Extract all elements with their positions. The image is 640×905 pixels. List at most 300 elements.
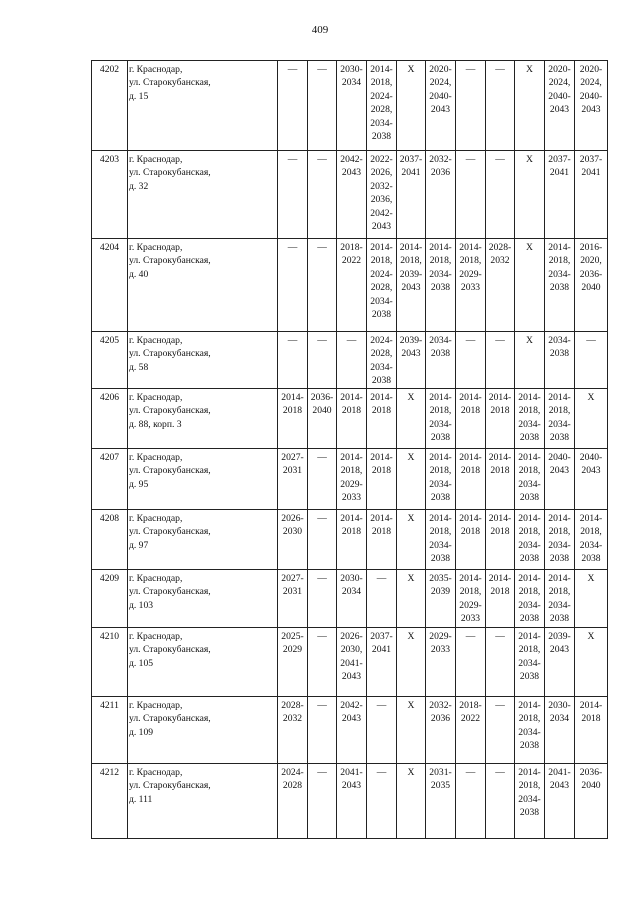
table-row: [92, 332, 608, 389]
schedule-value: X: [407, 513, 415, 524]
schedule-cell: [545, 510, 575, 570]
schedule-cell: [575, 628, 608, 697]
schedule-value: 2040-: [548, 452, 571, 463]
schedule-cell: [278, 239, 308, 332]
building-address: [128, 332, 278, 389]
schedule-value: 2029-: [340, 478, 363, 490]
schedule-cell: [278, 332, 308, 389]
schedule-value: 2040-: [579, 452, 603, 463]
schedule-value: 2034-: [429, 418, 452, 430]
schedule-cell: [486, 764, 515, 839]
schedule-cell: [308, 510, 337, 570]
schedule-value: 2018,: [370, 255, 393, 267]
building-address: [128, 61, 278, 151]
table-row: [92, 61, 608, 151]
schedule-value: 2041: [549, 167, 570, 179]
schedule-value: 2014-: [459, 513, 482, 524]
schedule-value: —: [317, 767, 327, 778]
schedule-value: 2014-: [340, 392, 363, 403]
schedule-value: —: [495, 767, 505, 778]
schedule-cell: [367, 697, 397, 764]
schedule-value: 2014-: [488, 392, 512, 403]
schedule-value: 2014-: [340, 513, 363, 524]
address-line: д. 97: [129, 539, 149, 551]
schedule-cell: [397, 332, 426, 389]
schedule-value: 2038: [430, 282, 451, 294]
schedule-cell: [575, 764, 608, 839]
schedule-value: 2036: [430, 713, 451, 725]
schedule-cell: [486, 628, 515, 697]
schedule-value: 2031-: [429, 767, 452, 778]
schedule-value: 2028,: [370, 282, 393, 294]
schedule-value: 2034-: [429, 335, 452, 346]
building-number: 4205: [92, 332, 128, 389]
schedule-cell: [426, 151, 456, 239]
schedule-value: 2032-: [429, 700, 452, 711]
schedule-value: 2042-: [370, 207, 393, 219]
schedule-cell: [278, 510, 308, 570]
schedule-cell: [545, 389, 575, 449]
table-row: [92, 449, 608, 510]
schedule-value: 2043: [341, 713, 362, 725]
schedule-cell: [426, 61, 456, 151]
schedule-value: 2014-: [459, 242, 482, 253]
schedule-value: 2041-: [548, 767, 571, 778]
schedule-cell: [308, 449, 337, 510]
schedule-cell: [545, 151, 575, 239]
schedule-value: 2037-: [370, 631, 393, 642]
schedule-value: 2032-: [429, 154, 452, 165]
schedule-cell: [575, 389, 608, 449]
schedule-cell: [337, 510, 367, 570]
schedule-value: 2034: [341, 586, 362, 598]
schedule-value: 2034-: [548, 268, 571, 280]
address-line: д. 95: [129, 478, 149, 490]
schedule-value: 2029-: [459, 268, 482, 280]
schedule-value: 2027-: [281, 573, 304, 584]
schedule-value: 2036-: [310, 392, 334, 403]
schedule-cell: [575, 697, 608, 764]
schedule-value: 2031: [282, 586, 303, 598]
schedule-value: 2014-: [518, 513, 541, 524]
schedule-cell: [367, 628, 397, 697]
schedule-value: —: [495, 700, 505, 711]
building-address: [128, 764, 278, 839]
schedule-value: 2014-: [518, 392, 541, 403]
schedule-value: 2037-: [399, 154, 423, 165]
building-number: 4206: [92, 389, 128, 449]
address-line: д. 88, корп. 3: [129, 418, 182, 430]
schedule-value: —: [346, 335, 357, 346]
schedule-value: 2034-: [518, 726, 541, 738]
schedule-cell: [308, 61, 337, 151]
building-address: [128, 510, 278, 570]
schedule-value: 2022: [460, 713, 481, 725]
building-number: 4211: [92, 697, 128, 764]
schedule-value: 2018,: [429, 405, 452, 417]
address-line: д. 32: [129, 180, 149, 192]
schedule-value: —: [495, 335, 505, 346]
schedule-value: 2014-: [429, 242, 452, 253]
schedule-value: X: [587, 392, 595, 403]
table-row: [92, 628, 608, 697]
schedule-cell: [337, 764, 367, 839]
address-line: д. 58: [129, 361, 149, 373]
schedule-value: 2014-: [488, 513, 512, 524]
schedule-value: 2018,: [548, 526, 571, 538]
schedule-value: 2038: [519, 807, 540, 819]
schedule-cell: [308, 764, 337, 839]
schedule-value: 2037-: [548, 154, 571, 165]
schedule-value: 2014-: [579, 700, 603, 711]
schedule-cell: [456, 764, 486, 839]
schedule-value: 2041: [581, 167, 601, 179]
schedule-value: 2018-: [340, 242, 363, 253]
schedule-value: 2018,: [518, 526, 541, 538]
schedule-value: 2018: [282, 405, 303, 417]
schedule-value: 2036: [430, 167, 451, 179]
schedule-cell: [397, 151, 426, 239]
schedule-value: 2020-: [548, 64, 571, 75]
schedule-value: 2038: [549, 553, 570, 565]
schedule-value: 2018,: [518, 644, 541, 656]
table-row: [92, 570, 608, 628]
schedule-value: 2034-: [429, 268, 452, 280]
schedule-value: 2040: [581, 780, 601, 792]
schedule-cell: [367, 449, 397, 510]
schedule-value: —: [317, 513, 327, 524]
schedule-value: 2014-: [518, 452, 541, 463]
schedule-value: 2018: [371, 405, 392, 417]
schedule-value: 2043: [401, 282, 421, 294]
page-number: 409: [311, 24, 329, 36]
schedule-value: 2027-: [281, 452, 304, 463]
table-row: [92, 697, 608, 764]
schedule-value: —: [495, 631, 505, 642]
schedule-cell: [308, 389, 337, 449]
schedule-value: 2034-: [370, 361, 393, 373]
schedule-value: 2038: [581, 553, 601, 565]
schedule-cell: [278, 570, 308, 628]
schedule-cell: [515, 449, 545, 510]
address-line: г. Краснодар,: [129, 452, 183, 463]
address-line: д. 103: [129, 599, 154, 611]
address-line: ул. Старокубанская,: [129, 465, 211, 477]
schedule-value: 2042-: [340, 154, 363, 165]
schedule-value: 2034-: [548, 599, 571, 611]
schedule-value: 2041-: [340, 657, 363, 669]
schedule-cell: [367, 510, 397, 570]
schedule-cell: [367, 61, 397, 151]
schedule-value: 2014-: [488, 452, 512, 463]
address-line: д. 40: [129, 268, 149, 280]
schedule-value: —: [287, 335, 298, 346]
schedule-value: 2024-: [370, 90, 393, 102]
schedule-value: 2031: [282, 465, 303, 477]
schedule-cell: [278, 61, 308, 151]
schedule-value: 2014-: [548, 392, 571, 403]
schedule-value: 2043: [341, 671, 362, 683]
schedule-value: 2035-: [429, 573, 452, 584]
schedule-value: 2038: [371, 309, 392, 321]
schedule-value: —: [465, 335, 476, 346]
address-line: г. Краснодар,: [129, 573, 183, 584]
schedule-value: 2028,: [370, 348, 393, 360]
schedule-value: 2014-: [459, 452, 482, 463]
repair-schedule-table: [91, 60, 608, 839]
schedule-value: 2040-: [579, 90, 603, 102]
schedule-cell: [486, 449, 515, 510]
schedule-value: 2043: [430, 104, 451, 116]
schedule-cell: [278, 628, 308, 697]
schedule-value: 2020,: [580, 255, 602, 267]
schedule-value: 2018: [460, 465, 481, 477]
schedule-value: 2034-: [579, 539, 603, 551]
schedule-cell: [545, 628, 575, 697]
schedule-value: —: [376, 573, 387, 584]
schedule-value: 2024-: [281, 767, 304, 778]
building-number: 4204: [92, 239, 128, 332]
schedule-value: 2039-: [548, 631, 571, 642]
schedule-value: 2043: [371, 221, 392, 233]
address-line: ул. Старокубанская,: [129, 167, 211, 179]
schedule-value: 2014-: [370, 513, 393, 524]
schedule-cell: [515, 628, 545, 697]
schedule-value: 2038: [549, 348, 570, 360]
schedule-value: 2034-: [518, 418, 541, 430]
schedule-cell: [486, 389, 515, 449]
schedule-value: 2038: [519, 671, 540, 683]
schedule-value: 2018: [371, 465, 392, 477]
schedule-cell: [337, 332, 367, 389]
schedule-cell: [515, 151, 545, 239]
schedule-cell: [575, 332, 608, 389]
schedule-value: 2038: [430, 432, 451, 444]
schedule-cell: [278, 449, 308, 510]
schedule-value: 2034: [341, 77, 362, 89]
schedule-value: —: [317, 242, 327, 253]
schedule-cell: [575, 151, 608, 239]
schedule-cell: [337, 239, 367, 332]
schedule-value: 2034: [549, 713, 570, 725]
schedule-value: 2018-: [459, 700, 482, 711]
schedule-cell: [397, 389, 426, 449]
schedule-value: 2018,: [340, 465, 363, 477]
schedule-cell: [337, 697, 367, 764]
schedule-cell: [575, 239, 608, 332]
schedule-value: 2034-: [548, 335, 571, 346]
schedule-value: —: [317, 452, 327, 463]
schedule-value: 2024-: [370, 335, 393, 346]
schedule-cell: [367, 570, 397, 628]
schedule-cell: [515, 570, 545, 628]
schedule-value: 2014-: [429, 452, 452, 463]
schedule-value: 2030: [282, 526, 303, 538]
schedule-value: 2014-: [429, 513, 452, 524]
schedule-value: 2016-: [579, 242, 603, 253]
schedule-value: 2018: [490, 405, 510, 417]
schedule-cell: [545, 764, 575, 839]
schedule-value: 2018,: [518, 713, 541, 725]
schedule-value: 2018,: [518, 780, 541, 792]
schedule-value: 2043: [549, 465, 570, 477]
address-line: д. 15: [129, 90, 149, 102]
schedule-cell: [545, 239, 575, 332]
schedule-value: 2014-: [281, 392, 304, 403]
schedule-cell: [486, 570, 515, 628]
schedule-value: 2034-: [429, 539, 452, 551]
schedule-cell: [337, 449, 367, 510]
schedule-cell: [337, 389, 367, 449]
building-number: 4208: [92, 510, 128, 570]
schedule-value: 2028-: [488, 242, 512, 253]
schedule-value: —: [317, 700, 327, 711]
schedule-value: —: [287, 64, 298, 75]
schedule-value: X: [407, 700, 415, 711]
schedule-value: 2018,: [370, 77, 393, 89]
building-address: [128, 570, 278, 628]
schedule-value: 2036-: [579, 767, 603, 778]
schedule-value: 2039-: [399, 335, 423, 346]
table-row: [92, 151, 608, 239]
schedule-value: 2014-: [579, 513, 603, 524]
schedule-value: 2040: [312, 405, 332, 417]
schedule-value: 2041-: [340, 767, 363, 778]
schedule-value: 2014-: [370, 452, 393, 463]
building-address: [128, 389, 278, 449]
schedule-cell: [515, 61, 545, 151]
schedule-cell: [337, 570, 367, 628]
schedule-cell: [397, 697, 426, 764]
schedule-cell: [456, 239, 486, 332]
schedule-value: 2029: [282, 644, 303, 656]
building-address: [128, 151, 278, 239]
schedule-value: —: [586, 335, 596, 346]
schedule-value: X: [526, 154, 533, 165]
schedule-value: —: [376, 700, 387, 711]
schedule-cell: [337, 151, 367, 239]
address-line: ул. Старокубанская,: [129, 405, 211, 417]
schedule-cell: [426, 239, 456, 332]
schedule-value: 2043: [549, 104, 570, 116]
schedule-value: 2032-: [370, 180, 393, 192]
schedule-value: 2043: [581, 465, 601, 477]
building-address: [128, 449, 278, 510]
schedule-value: 2039-: [399, 268, 423, 280]
schedule-value: 2020-: [579, 64, 603, 75]
address-line: ул. Старокубанская,: [129, 780, 211, 792]
schedule-value: 2014-: [518, 631, 541, 642]
schedule-value: 2038: [519, 432, 540, 444]
schedule-value: X: [407, 573, 415, 584]
schedule-cell: [545, 697, 575, 764]
building-number: 4203: [92, 151, 128, 239]
table-row: [92, 764, 608, 839]
schedule-cell: [515, 332, 545, 389]
schedule-value: 2018: [490, 465, 510, 477]
schedule-cell: [486, 239, 515, 332]
address-line: д. 105: [129, 657, 154, 669]
table-row: [92, 389, 608, 449]
schedule-value: 2014-: [340, 452, 363, 463]
schedule-value: 2014-: [459, 573, 482, 584]
schedule-cell: [456, 332, 486, 389]
schedule-value: 2030-: [548, 700, 571, 711]
schedule-value: 2038: [519, 613, 540, 625]
schedule-value: 2018,: [518, 465, 541, 477]
address-line: ул. Старокубанская,: [129, 348, 211, 360]
address-line: г. Краснодар,: [129, 242, 183, 253]
schedule-cell: [367, 332, 397, 389]
schedule-cell: [397, 61, 426, 151]
schedule-value: 2038: [371, 131, 392, 143]
schedule-value: 2014-: [518, 767, 541, 778]
schedule-value: X: [526, 335, 533, 346]
schedule-value: 2042-: [340, 700, 363, 711]
schedule-cell: [515, 510, 545, 570]
schedule-value: X: [526, 242, 533, 253]
schedule-cell: [575, 61, 608, 151]
schedule-cell: [397, 510, 426, 570]
schedule-value: 2038: [519, 492, 540, 504]
schedule-cell: [308, 332, 337, 389]
schedule-cell: [367, 764, 397, 839]
schedule-value: 2040-: [548, 90, 571, 102]
schedule-value: 2038: [430, 553, 451, 565]
schedule-value: 2038: [549, 282, 570, 294]
schedule-value: 2018: [460, 526, 481, 538]
schedule-value: —: [495, 154, 505, 165]
schedule-value: —: [465, 767, 476, 778]
schedule-value: 2018: [341, 405, 362, 417]
schedule-cell: [575, 570, 608, 628]
schedule-value: 2018,: [548, 586, 571, 598]
schedule-value: 2024,: [429, 77, 452, 89]
schedule-value: X: [526, 64, 533, 75]
schedule-value: 2032: [282, 713, 303, 725]
building-number: 4202: [92, 61, 128, 151]
schedule-value: 2018,: [518, 405, 541, 417]
building-number: 4209: [92, 570, 128, 628]
schedule-value: 2030-: [340, 573, 363, 584]
schedule-value: 2035: [430, 780, 451, 792]
schedule-value: 2034-: [429, 478, 452, 490]
address-line: ул. Старокубанская,: [129, 586, 211, 598]
schedule-value: 2014-: [548, 242, 571, 253]
schedule-value: 2030,: [340, 644, 363, 656]
schedule-cell: [426, 697, 456, 764]
schedule-value: 2024,: [580, 77, 602, 89]
schedule-cell: [456, 628, 486, 697]
schedule-cell: [426, 332, 456, 389]
schedule-value: —: [376, 767, 387, 778]
schedule-cell: [545, 449, 575, 510]
address-line: г. Краснодар,: [129, 700, 183, 711]
schedule-value: 2028: [282, 780, 303, 792]
address-line: ул. Старокубанская,: [129, 77, 211, 89]
address-line: д. 109: [129, 726, 154, 738]
schedule-cell: [486, 61, 515, 151]
schedule-value: 2032: [490, 255, 510, 267]
schedule-value: 2043: [549, 644, 570, 656]
schedule-cell: [278, 697, 308, 764]
schedule-value: 2030-: [340, 64, 363, 75]
building-number: 4207: [92, 449, 128, 510]
schedule-cell: [367, 239, 397, 332]
schedule-value: —: [287, 242, 298, 253]
building-address: [128, 628, 278, 697]
schedule-value: 2014-: [370, 392, 393, 403]
